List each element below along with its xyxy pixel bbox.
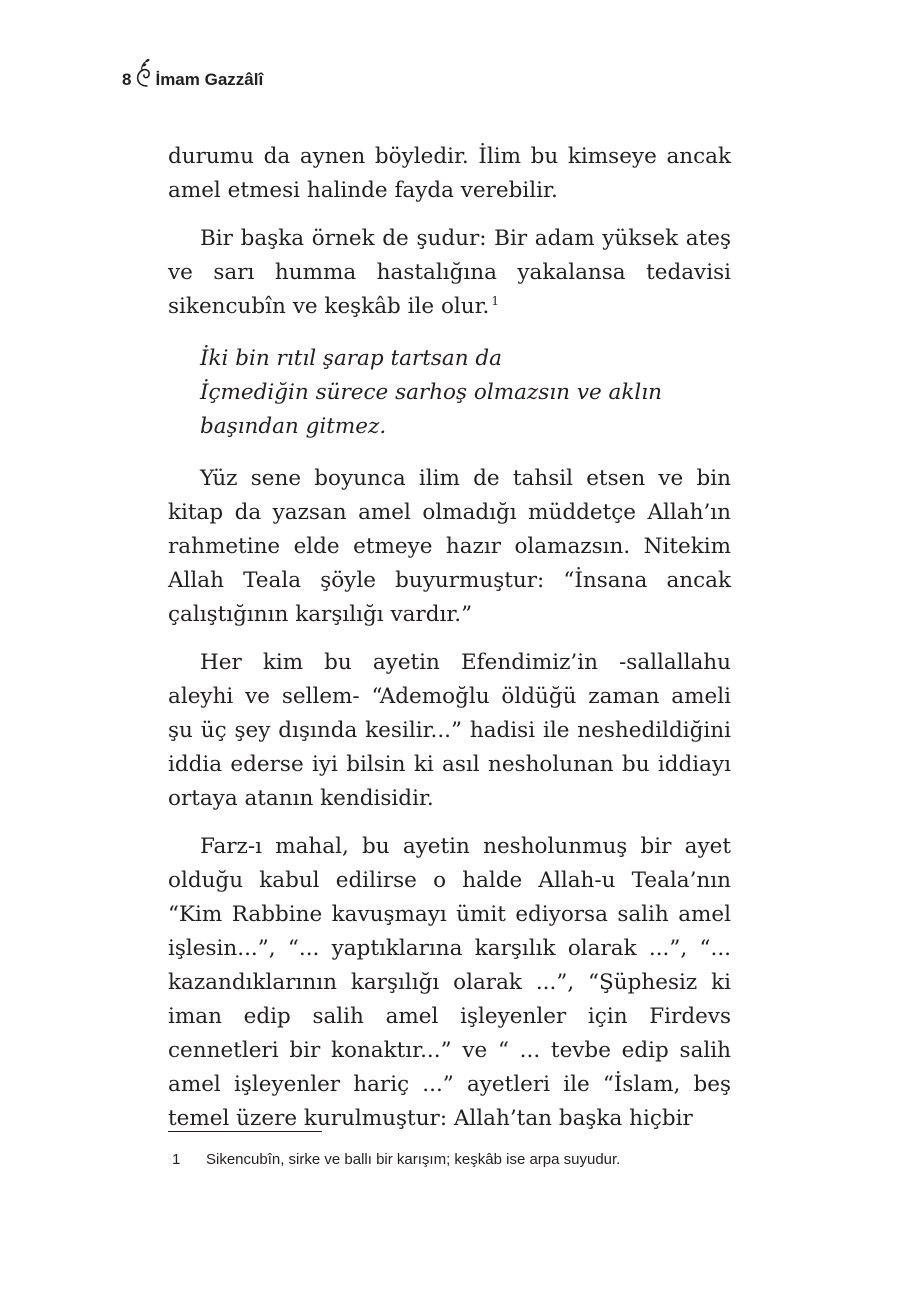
paragraph: Her kim bu ayetin Efendimiz’in -sallallahu aleyhi ve sellem- “Ademoğlu öldüğü zaman ameli şu üç şey dışında kesilir...” hadisi ile neshedildiğini iddia ederse iyi bilsin ki asıl nesholunan bu iddiayı ortaya atanın kendisidir. [168,650,731,811]
paragraph: Farz-ı mahal, bu ayetin nesholunmuş bir ayet olduğu kabul edilirse o halde Allah-u Teala’nın “Kim Rabbine kavuşmayı ümit ediyorsa salih amel işlesin...”, “... yaptıklarına karşılık olarak ...”, “... kazandıklarının karşılığı olarak ...”, “Şüphesiz ki iman edip salih amel işleyenler için Firdevs cennetleri bir konaktır...” ve “ ... tevbe edip salih amel işleyenler hariç ...” ayetleri ile “İslam, beş temel üzere kurulmuştur: Allah’tan başka hiçbir [168,834,731,1131]
main-text [168,140,731,1150]
verse-line: İçmediğin sürece sarhoş olmazsın ve aklın [200,380,662,405]
verse-line: başından gitmez. [200,414,387,439]
leaf-swirl-icon [133,56,153,90]
footnote-text: Sikencubîn, sirke ve ballı bir karışım; keşkâb ise arpa suyudur. [206,1151,621,1168]
paragraph [168,222,731,324]
footnote-reference: 1 [491,294,500,308]
footnote-number: 1 [172,1151,181,1168]
paragraph: Yüz sene boyunca ilim de tahsil etsen ve bin kitap da yazsan amel olmadığı müddetçe Allah’ın rahmetine elde etmeye hazır olamazsın. Nitekim Allah Teala şöyle buyurmuştur: “İnsana ancak çalıştığının karşılığı vardır.” [168,466,731,627]
footnote-divider [168,1131,322,1132]
footnote [172,1150,620,1170]
paragraph: durumu da aynen böyledir. İlim bu kimseye ancak amel etmesi halinde fayda verebilir. [168,144,731,203]
page-number: 8 [122,70,132,89]
verse-block [200,342,731,444]
running-title: İmam Gazzâlî [155,70,264,89]
running-header [122,56,263,90]
paragraph-text: Bir başka örnek de şudur: Bir adam yüksek ateş ve sarı humma hastalığına yakalansa tedavisi sikencubîn ve keşkâb ile olur. [168,226,731,319]
verse-line: İki bin rıtıl şarap tartsan da [200,346,502,371]
